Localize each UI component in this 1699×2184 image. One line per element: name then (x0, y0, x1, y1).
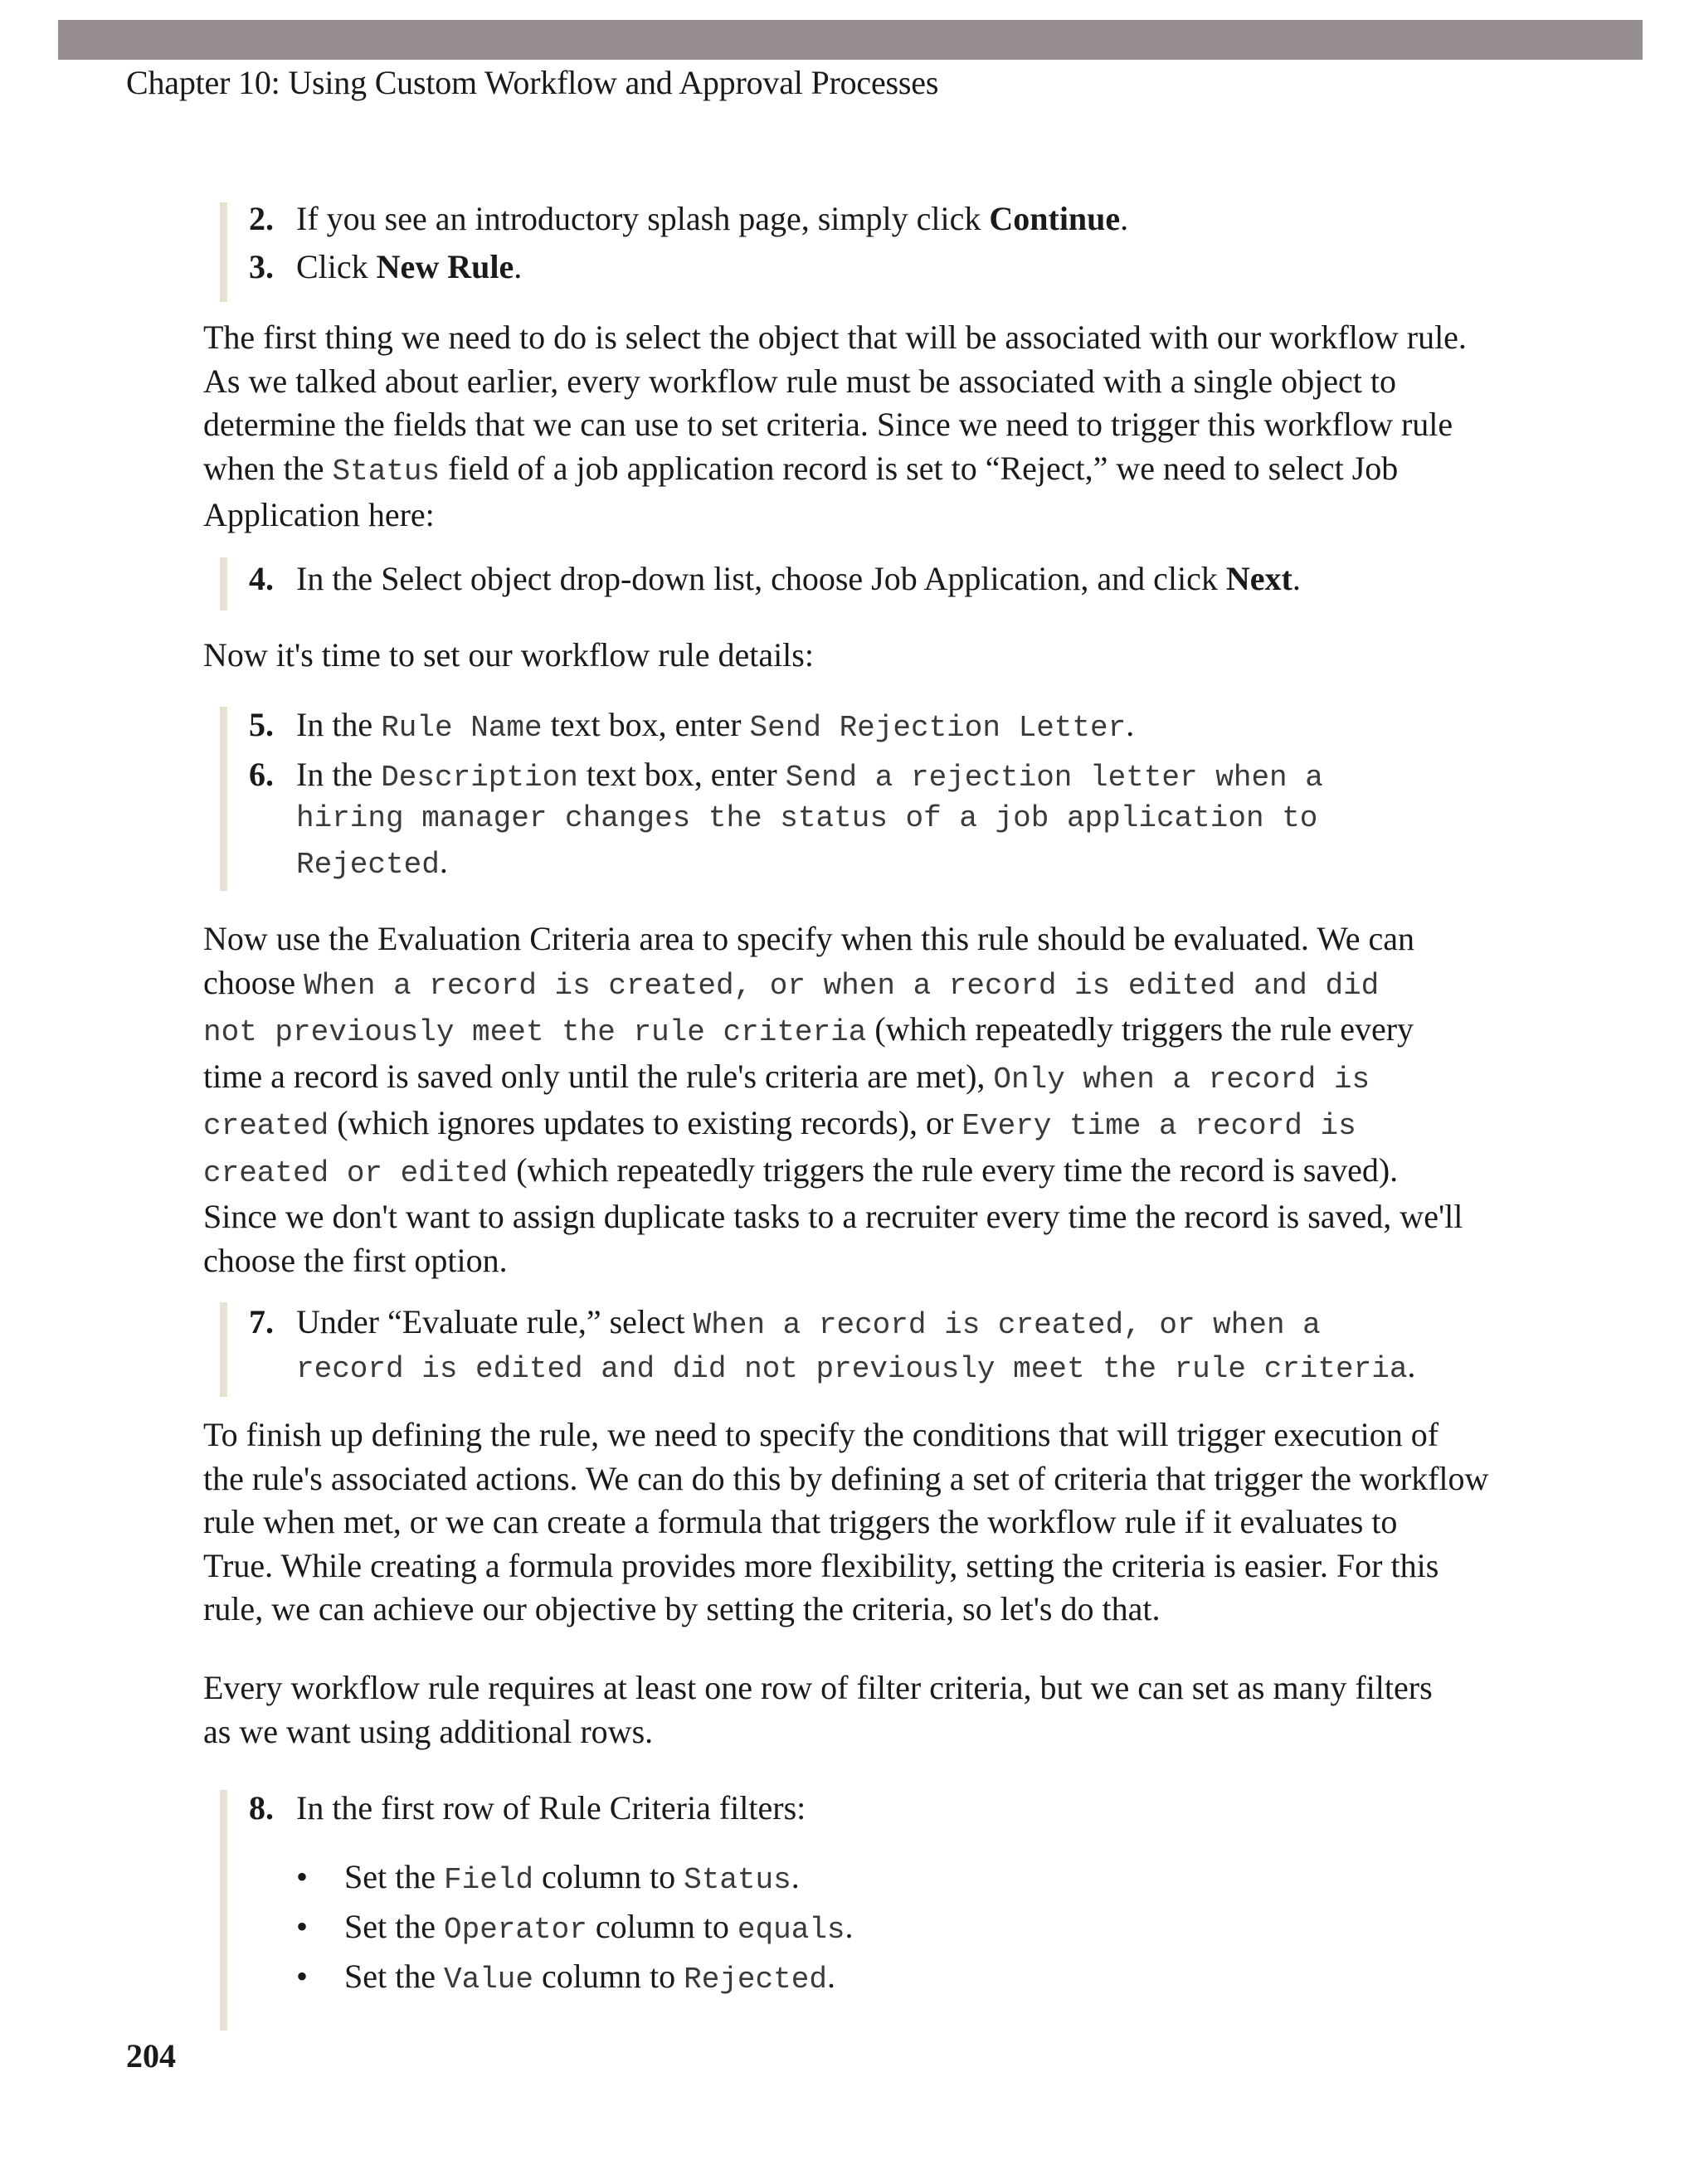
page-number: 204 (126, 2037, 176, 2075)
list-item: • Set the Field column to Status. (296, 1858, 800, 1897)
list-item: • Set the Value column to Rejected. (296, 1958, 835, 1997)
step-block-bar (220, 202, 227, 302)
list-item: • Set the Operator column to equals. (296, 1908, 854, 1947)
step-4: 4. In the Select object drop-down list, choose Job Application, and click Next. (249, 560, 1301, 597)
step-8: 8. In the first row of Rule Criteria filters: (249, 1789, 806, 1826)
header-bar (58, 20, 1643, 60)
step-6: 6. In the Description text box, enter Send a rejection letter when a (249, 756, 1323, 795)
paragraph: Now it's time to set our workflow rule details: (203, 636, 814, 674)
step-7: 7. Under “Evaluate rule,” select When a record is created, or when a (249, 1303, 1321, 1342)
paragraph: To finish up defining the rule, we need to specify the conditions that will trigger execution of the rule's associated actions. We can do this by defining a set of criteria that trigger the workflow rule when met, or we can create a formula that triggers the workflow rule if it evaluates to True. While creating a formula provides more flexibility, setting the criteria is easier. For this rule, we can achieve our objective by setting the criteria, so let's do that. (203, 1416, 1489, 1627)
step-block-bar (220, 1790, 227, 2031)
step-block-bar (220, 707, 227, 891)
step-7-continuation: record is edited and did not previously meet the rule criteria. (296, 1347, 1416, 1386)
paragraph: Every workflow rule requires at least one row of filter criteria, but we can set as many filters as we want using additional rows. (203, 1669, 1433, 1750)
paragraph: Now use the Evaluation Criteria area to specify when this rule should be evaluated. We can choose When a record is created, or when a record is edited and did not previously meet the rule criteria (which repeatedly triggers the rule every time a record is saved only until the rule's criteria are met), Only when a record is created (which ignores updates to existing records), or Every time a record is created or edited (which repeatedly triggers the rule every time the record is saved). Since we don't want to assign duplicate tasks to a recruiter every time the record is saved, we'll choose the first option. (203, 920, 1463, 1279)
step-block-bar (220, 557, 227, 610)
step-block-bar (220, 1302, 227, 1397)
step-3: 3. Click New Rule. (249, 248, 523, 285)
chapter-title: Chapter 10: Using Custom Workflow and Approval Processes (126, 64, 939, 101)
step-6-continuation: hiring manager changes the status of a job application to Rejected. (296, 801, 1318, 882)
step-2: 2. If you see an introductory splash page, simply click Continue. (249, 200, 1129, 237)
paragraph: The first thing we need to do is select the object that will be associated with our workflow rule. As we talked about earlier, every workflow rule must be associated with a single object to determine the fields that we can use to set criteria. Since we need to trigger this workflow rule when the Status field of a job application record is set to “Reject,” we need to select Job Application here: (203, 319, 1467, 533)
step-5: 5. In the Rule Name text box, enter Send Rejection Letter. (249, 706, 1135, 745)
